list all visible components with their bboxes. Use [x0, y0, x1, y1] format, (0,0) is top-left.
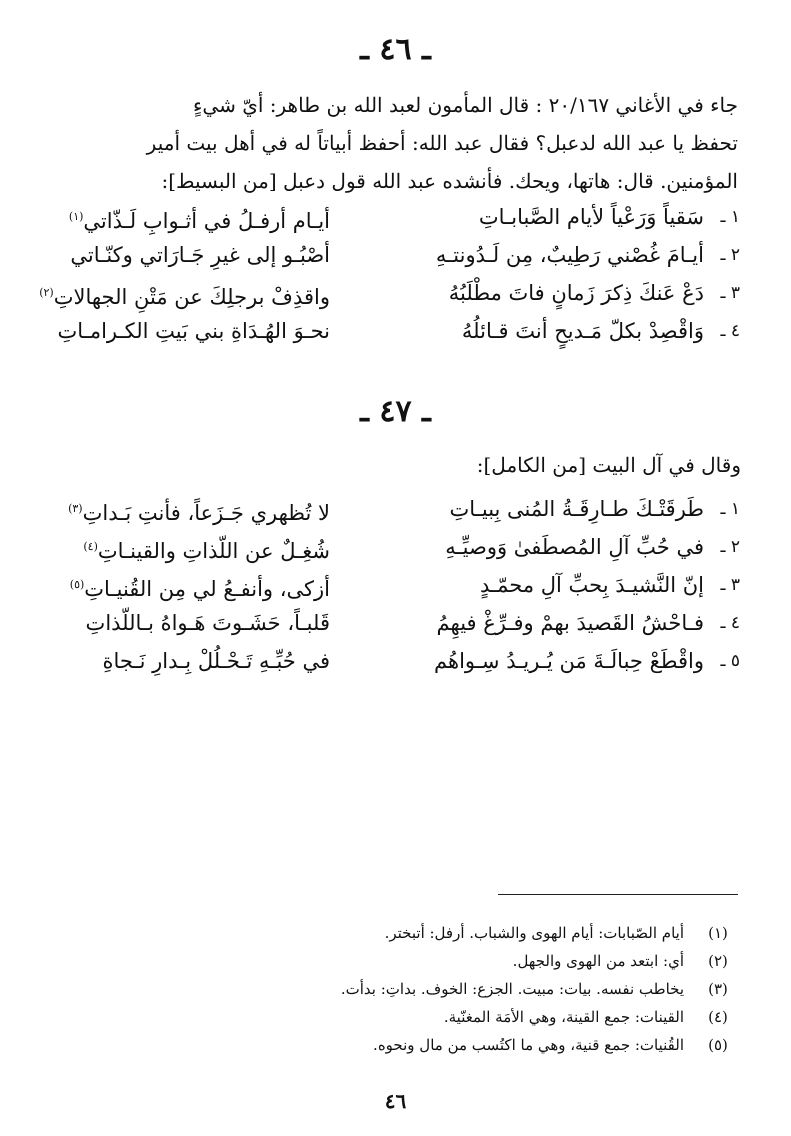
- verse-row: [30, 604, 740, 642]
- footnote: [30, 1002, 740, 1032]
- footnote-number: (١): [708, 924, 728, 942]
- verse-first-hemistich: فـاحْشُ القَصيدَ بهمْ وفـرِّغْ فيهِمُ: [436, 611, 704, 635]
- verse-number: ٥ ـ: [720, 651, 740, 671]
- verse-row: [30, 490, 740, 528]
- verse-row: [30, 274, 740, 312]
- verse-row: [30, 528, 740, 566]
- footnote-text: أي: ابتعد من الهوى والجهل.: [512, 952, 684, 970]
- footnote-text: يخاطب نفسه. بيات: مبيت. الجزع: الخوف. بداتِ: بدأت.: [340, 980, 684, 998]
- verse-number: ١ ـ: [720, 499, 740, 519]
- footnote-number: (٤): [708, 1008, 728, 1026]
- verse-second-hemistich: [30, 490, 330, 532]
- verse-number: ٤ ـ: [720, 321, 740, 341]
- verse-first-hemistich: في حُبِّ آلِ المُصطَفىٰ وَوصيِّـهِ: [445, 535, 704, 559]
- poem-46-intro: [48, 86, 738, 200]
- poem-47-intro: وقال في آل البيت [من الكامل]:: [476, 453, 741, 477]
- footnote-number: (٢): [708, 952, 728, 970]
- verse-second-text: أزكى، وأنفـعُ لي مِن القُنيـاتِ: [84, 577, 330, 601]
- poem-47-number: ـ ٤٧ ـ: [360, 394, 431, 429]
- verse-second-hemistich: [30, 274, 330, 316]
- footnote-separator: [498, 894, 738, 895]
- verse-number: ٣ ـ: [720, 575, 740, 595]
- verse-number: ٤ ـ: [720, 613, 740, 633]
- verse-first-hemistich: واقْطَعْ حِبالَـةَ مَن يُـريـدُ سِـواهُم: [434, 649, 704, 673]
- verse-second-text: أصْبُـو إلى غيرِ جَـارَاتي وكنّـاتي: [70, 243, 330, 267]
- footnote-number: (٣): [708, 980, 728, 998]
- verse-first-hemistich: وَاقْصِدْ بكلّ مَـديحٍ أنتَ قـائلُهُ: [461, 319, 704, 343]
- footnote-text: القينات: جمع القينة، وهي الأمَة المغنّية.: [443, 1008, 684, 1026]
- verse-second-text: شُغِـلٌ عن اللّذاتِ والقينـاتِ: [97, 539, 330, 563]
- verse-number: ١ ـ: [720, 207, 740, 227]
- footnote: [30, 946, 740, 976]
- verse-second-hemistich: [30, 528, 330, 570]
- poem-46-number: ـ ٤٦ ـ: [360, 32, 431, 67]
- verse-first-hemistich: سَقياً وَرَعْياً لأيام الصَّبابـاتِ: [478, 205, 704, 229]
- footnote: [30, 918, 740, 948]
- footnote-marker: (٤): [83, 540, 98, 553]
- verse-second-hemistich: [30, 312, 330, 350]
- verse-number: ٢ ـ: [720, 537, 740, 557]
- verse-second-hemistich: [30, 566, 330, 608]
- footnote-marker: (١): [68, 210, 84, 223]
- verse-row: [30, 566, 740, 604]
- verse-second-text: قَلبـاً، حَشَـوتَ هَـواهُ بـاللّذاتِ: [85, 611, 330, 635]
- page-number: ٤٦: [384, 1089, 407, 1113]
- verse-second-hemistich: [30, 604, 330, 642]
- footnote-marker: (٥): [69, 578, 85, 591]
- verse-row: [30, 198, 740, 236]
- verse-second-text: نحـوَ الهُـدَاةِ بني بَيتِ الكـرامـاتِ: [57, 319, 330, 343]
- verse-row: [30, 642, 740, 680]
- verse-row: [30, 236, 740, 274]
- intro-line: المؤمنين. قال: هاتها، ويحك. فأنشده عبد الله قول دعبل [من البسيط]:: [161, 169, 738, 193]
- verse-number: ٢ ـ: [720, 245, 740, 265]
- footnote-number: (٥): [708, 1036, 728, 1054]
- verse-second-hemistich: [30, 198, 330, 240]
- footnote: [30, 1030, 740, 1060]
- verse-second-hemistich: [30, 236, 330, 274]
- footnote-marker: (٣): [68, 502, 83, 515]
- footnote-text: أيام الصّبابات: أيام الهوى والشباب. أرفل: أتبختر.: [384, 924, 684, 942]
- verse-second-text: في حُبِّـهِ تَـحْـلُلْ بِـدارِ نَـجاةِ: [102, 649, 330, 673]
- intro-line: تحفظ يا عبد الله لدعبل؟ فقال عبد الله: أحفظ أبياتاً له في أهل بيت أمير: [146, 131, 738, 155]
- verse-number: ٣ ـ: [720, 283, 740, 303]
- footnote-text: القُنيات: جمع قنية، وهي ما اكتُسب من مال ونحوه.: [373, 1036, 684, 1054]
- verse-first-hemistich: أيـامَ غُصْني رَطِيبٌ، مِن لَـدُونتـهِ: [435, 243, 704, 267]
- verse-first-hemistich: دَعْ عَنكَ ذِكرَ زَمانٍ فاتَ مطْلَبُهُ: [448, 281, 704, 305]
- verse-row: [30, 312, 740, 350]
- footnote: [30, 974, 740, 1004]
- verse-second-hemistich: [30, 642, 330, 680]
- verse-first-hemistich: إنّ النَّشيـدَ بِحبِّ آلِ محمّـدٍ: [479, 573, 704, 597]
- verse-first-hemistich: طَرقَتْـكَ طـارِقَـةُ المُنى بِبيـاتِ: [449, 497, 704, 521]
- footnote-marker: (٢): [39, 286, 54, 299]
- verse-second-text: لا تُظهري جَـزَعاً، فأنتِ بَـداتِ: [82, 501, 330, 525]
- verse-second-text: أيـام أرفـلُ في أثـوابِ لَـذّاتي: [83, 209, 330, 233]
- intro-line: جاء في الأغاني ٢٠/١٦٧ : قال المأمون لعبد الله بن طاهر: أيّ شيءٍ: [193, 93, 738, 117]
- verse-second-text: واقذِفْ برجلِكَ عن مَتْنِ الجهالاتِ: [53, 285, 330, 309]
